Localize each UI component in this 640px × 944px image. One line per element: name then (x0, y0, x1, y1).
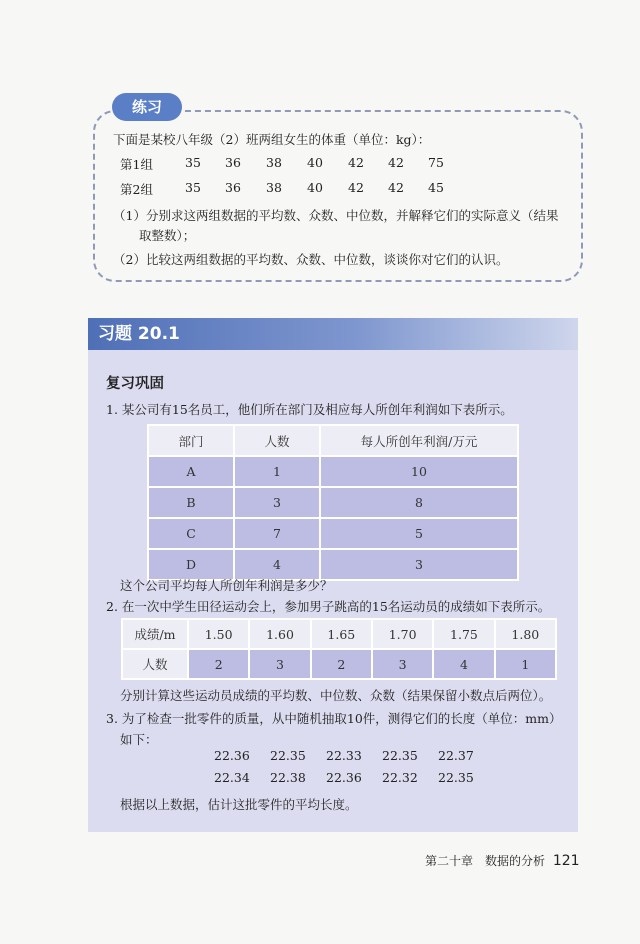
table-header-cell: 1.60 (249, 619, 310, 649)
table-cell: A (148, 456, 234, 487)
high-jump-table (121, 618, 557, 680)
table-header-cell: 1.75 (433, 619, 494, 649)
practice-q1-line2: 取整数）； (139, 228, 196, 243)
table-cell: C (148, 518, 234, 549)
exercise-title: 习题 20.1 (98, 324, 180, 344)
table-row (148, 518, 518, 549)
table-cell: 1 (495, 649, 556, 679)
table-cell: 3 (249, 649, 310, 679)
table-cell: 2 (188, 649, 249, 679)
group-2-label: 第2组 (120, 182, 153, 197)
table-cell: 10 (320, 456, 518, 487)
table-cell: 4 (433, 649, 494, 679)
page-number: 121 (552, 853, 580, 869)
group-1-value: 35 (185, 155, 201, 170)
section-heading: 复习巩固 (106, 376, 164, 392)
group-1-label: 第1组 (120, 157, 153, 172)
length-value: 22.35 (382, 748, 418, 763)
question-3-line2: 如下： (120, 732, 158, 747)
table-cell: 1 (234, 456, 320, 487)
group-2-value: 45 (428, 180, 444, 195)
group-2-value: 42 (348, 180, 364, 195)
practice-tag: 练习 (112, 93, 182, 121)
length-value: 22.34 (214, 770, 250, 785)
length-value: 22.38 (270, 770, 306, 785)
table-row (122, 619, 556, 649)
length-row-2 (214, 770, 494, 785)
table-cell: 5 (320, 518, 518, 549)
question-3-ask: 根据以上数据，估计这批零件的平均长度。 (120, 797, 358, 812)
table-header-cell: 1.50 (188, 619, 249, 649)
length-value: 22.32 (382, 770, 418, 785)
question-2-text: 2. 在一次中学生田径运动会上，参加男子跳高的15名运动员的成绩如下表所示。 (106, 599, 551, 614)
practice-intro: 下面是某校八年级（2）班两组女生的体重（单位：kg）： (113, 132, 431, 147)
table-header-cell: 人数 (234, 425, 320, 456)
table-cell: 7 (234, 518, 320, 549)
table-cell: 8 (320, 487, 518, 518)
table-header-cell: 1.65 (311, 619, 372, 649)
page-footer (425, 852, 580, 869)
group-2-value: 40 (307, 180, 323, 195)
table-header-cell: 成绩/m (122, 619, 188, 649)
length-row-1 (214, 748, 494, 763)
table-header-cell: 每人所创年利润/万元 (320, 425, 518, 456)
group-1-value: 40 (307, 155, 323, 170)
chapter-title: 第二十章 数据的分析 (425, 854, 546, 868)
group-2-value: 35 (185, 180, 201, 195)
table-cell: 3 (234, 487, 320, 518)
length-value: 22.33 (326, 748, 362, 763)
table-cell: 3 (372, 649, 433, 679)
group-1-value: 38 (266, 155, 282, 170)
table-header-cell: 部门 (148, 425, 234, 456)
group-2-value: 42 (388, 180, 404, 195)
department-profit-table (147, 424, 519, 581)
table-row (148, 487, 518, 518)
group-1-value: 75 (428, 155, 444, 170)
group-1-value: 42 (388, 155, 404, 170)
group-1-value: 36 (225, 155, 241, 170)
group-1-value: 42 (348, 155, 364, 170)
length-value: 22.35 (270, 748, 306, 763)
table-row (122, 649, 556, 679)
table-cell: B (148, 487, 234, 518)
length-value: 22.36 (326, 770, 362, 785)
table-row (148, 456, 518, 487)
group-2-value: 38 (266, 180, 282, 195)
length-value: 22.36 (214, 748, 250, 763)
table-cell: 2 (311, 649, 372, 679)
table-header-row (148, 425, 518, 456)
table-header-cell: 1.70 (372, 619, 433, 649)
table-header-cell: 1.80 (495, 619, 556, 649)
practice-q1-line1: （1）分别求这两组数据的平均数、众数、中位数，并解释它们的实际意义（结果 (113, 208, 559, 223)
table-cell: 4 (234, 549, 320, 580)
table-cell: 3 (320, 549, 518, 580)
length-value: 22.35 (438, 770, 474, 785)
group-2-value: 36 (225, 180, 241, 195)
practice-q2: （2）比较这两组数据的平均数、众数、中位数，谈谈你对它们的认识。 (113, 252, 509, 267)
length-value: 22.37 (438, 748, 474, 763)
table-cell: D (148, 549, 234, 580)
question-3-line1: 3. 为了检查一批零件的质量，从中随机抽取10件，测得它们的长度（单位：mm） (106, 711, 562, 726)
question-1-ask: 这个公司平均每人所创年利润是多少？ (120, 578, 333, 593)
table-header-cell: 人数 (122, 649, 188, 679)
question-2-ask: 分别计算这些运动员成绩的平均数、中位数、众数（结果保留小数点后两位）。 (120, 688, 552, 703)
question-1-text: 1. 某公司有15名员工，他们所在部门及相应每人所创年利润如下表所示。 (106, 402, 513, 417)
